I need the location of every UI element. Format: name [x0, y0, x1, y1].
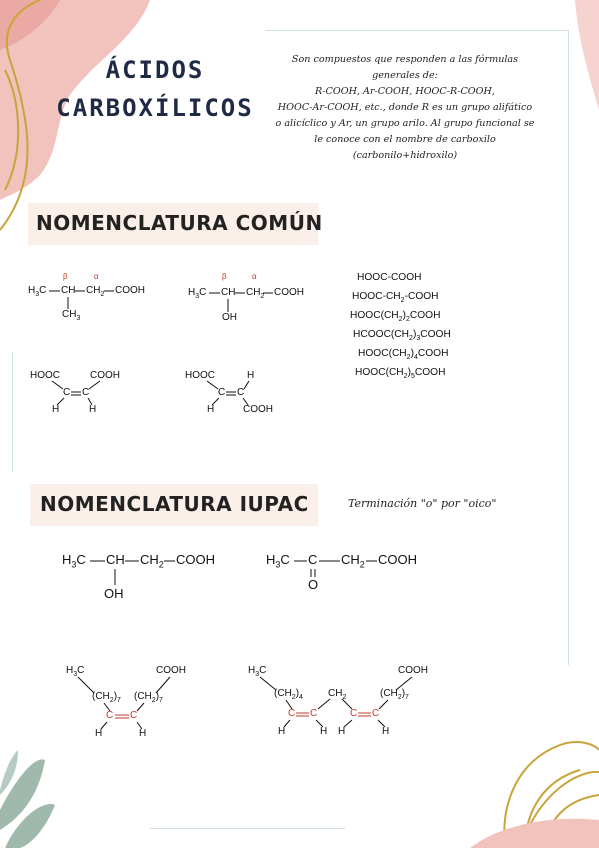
carbon-2: C — [130, 710, 138, 721]
alpha-label: α — [252, 272, 257, 281]
ch3-group: $CH_3$ — [62, 309, 81, 322]
iupac-struct-2 — [266, 552, 436, 594]
h-3: H — [338, 726, 346, 737]
h3c-group: $H_3C$ — [266, 552, 290, 570]
intro-line: HOOC-Ar-COOH, etc., donde R es un grupo alifático — [277, 102, 533, 113]
linoleic-acid-structure — [246, 662, 446, 742]
ch2-group: $CH_2$ — [86, 285, 105, 298]
ch-group: CH — [106, 552, 125, 567]
pink-blob-right — [575, 0, 599, 110]
cooh-group: COOH — [115, 285, 145, 296]
carbon-1: C — [218, 387, 226, 398]
carbon-1: C — [288, 708, 296, 719]
intro-line: (carbonilo+hidroxilo) — [352, 150, 458, 161]
formula-item: $HCOOC(CH_2)_3COOH$ — [353, 329, 451, 343]
intro-line: o alicíclico y Ar, un grupo arilo. Al grupo funcional se — [275, 118, 535, 129]
alpha-label: α — [94, 272, 99, 281]
rule-bottom — [150, 828, 345, 829]
cooh-group: COOH — [274, 287, 304, 298]
rule-vertical-right — [568, 30, 569, 665]
ch2-group: $CH_2$ — [341, 552, 365, 570]
iupac-struct-2-bonds — [266, 552, 436, 594]
h-4: H — [382, 726, 390, 737]
carbon-2: C — [82, 387, 90, 398]
ch-group: CH — [61, 285, 76, 296]
carbon-2: C — [310, 708, 318, 719]
common-struct-1 — [28, 272, 188, 324]
ch2-group: $CH_2$ — [246, 287, 265, 300]
oleic-acid-bonds — [64, 662, 204, 742]
section-common-title: NOMENCLATURA COMÚN — [36, 211, 323, 235]
chain-2: $(CH_2)_7$ — [380, 688, 409, 701]
ch-group: CH — [221, 287, 236, 298]
h-top: H — [247, 370, 255, 381]
beta-label: β — [63, 272, 68, 281]
carbon-2: C — [237, 387, 245, 398]
h-right: H — [89, 404, 97, 415]
oh-group: OH — [104, 586, 124, 601]
formula-item: HOOC-COOH — [357, 272, 422, 283]
intro-line: le conoce con el nombre de carboxilo — [314, 134, 496, 145]
title-line-2: CARBOXÍLICOS — [56, 94, 254, 122]
carbon-1: C — [106, 710, 114, 721]
chain-1: $(CH_2)_4$ — [274, 688, 303, 701]
cooh-group: COOH — [398, 665, 428, 676]
carbon-1: C — [63, 387, 71, 398]
common-struct-2 — [188, 272, 348, 326]
cooh-group: COOH — [378, 552, 417, 567]
pink-blob-bottom-right — [470, 819, 599, 848]
linoleic-acid-bonds — [246, 662, 446, 742]
formula-item: HOOC-$CH_2$-COOH — [352, 291, 439, 305]
hooc-left: HOOC — [30, 370, 60, 381]
trans-diacid-structure — [185, 370, 285, 420]
common-struct-1-bonds — [28, 272, 188, 324]
iupac-note: Terminación "o" por "oico" — [348, 497, 497, 510]
h-bottom: H — [207, 404, 215, 415]
carbon-4: C — [372, 708, 380, 719]
h3c-group: $H_3C$ — [248, 665, 267, 678]
h3c-group: $H_3C$ — [188, 287, 207, 300]
h-left: H — [52, 404, 60, 415]
common-struct-2-bonds — [188, 272, 348, 326]
formula-item: $HOOC(CH_2)_4COOH$ — [358, 348, 449, 362]
h3c-group: $H_3C$ — [66, 665, 85, 678]
formula-item: $HOOC(CH_2)_5COOH$ — [355, 367, 446, 381]
iupac-struct-1 — [62, 552, 232, 602]
intro-paragraph — [255, 52, 555, 164]
h3c-group: $H_3C$ — [62, 552, 86, 570]
cooh-group: COOH — [156, 665, 186, 676]
h-1: H — [278, 726, 286, 737]
oleic-acid-structure — [64, 662, 204, 742]
iupac-struct-1-bonds — [62, 552, 232, 602]
cooh-bottom: COOH — [243, 404, 273, 415]
intro-line: Son compuestos que responden a las fórmulas — [291, 54, 519, 65]
oh-group: OH — [222, 312, 237, 323]
carbon-3: C — [350, 708, 358, 719]
page-title — [55, 55, 255, 123]
cis-diacid-structure — [30, 370, 130, 420]
title-line-1: ÁCIDOS — [105, 56, 205, 84]
h-1: H — [95, 728, 103, 739]
h-2: H — [320, 726, 328, 737]
rule-top — [265, 30, 569, 31]
cooh-group: COOH — [176, 552, 215, 567]
oxygen: O — [308, 577, 319, 592]
ch2-group: $CH_2$ — [328, 688, 347, 701]
h3c-group: $H_3C$ — [28, 285, 47, 298]
chain-right: $(CH_2)_7$ — [134, 691, 163, 704]
carbonyl-carbon: C — [308, 552, 318, 567]
h-2: H — [139, 728, 147, 739]
cooh-right: COOH — [90, 370, 120, 381]
intro-line: generales de: — [372, 70, 438, 81]
section-iupac-title: NOMENCLATURA IUPAC — [40, 492, 309, 516]
beta-label: β — [222, 272, 227, 281]
trans-diacid-bonds — [185, 370, 285, 420]
chain-left: $(CH_2)_7$ — [92, 691, 121, 704]
ch2-group: $CH_2$ — [140, 552, 164, 570]
hooc-top: HOOC — [185, 370, 215, 381]
cis-diacid-bonds — [30, 370, 130, 420]
rule-vertical-left — [12, 352, 13, 472]
intro-line: R-COOH, Ar-COOH, HOOC-R-COOH, — [315, 86, 495, 97]
formula-item: $HOOC(CH_2)_2COOH$ — [350, 310, 441, 324]
